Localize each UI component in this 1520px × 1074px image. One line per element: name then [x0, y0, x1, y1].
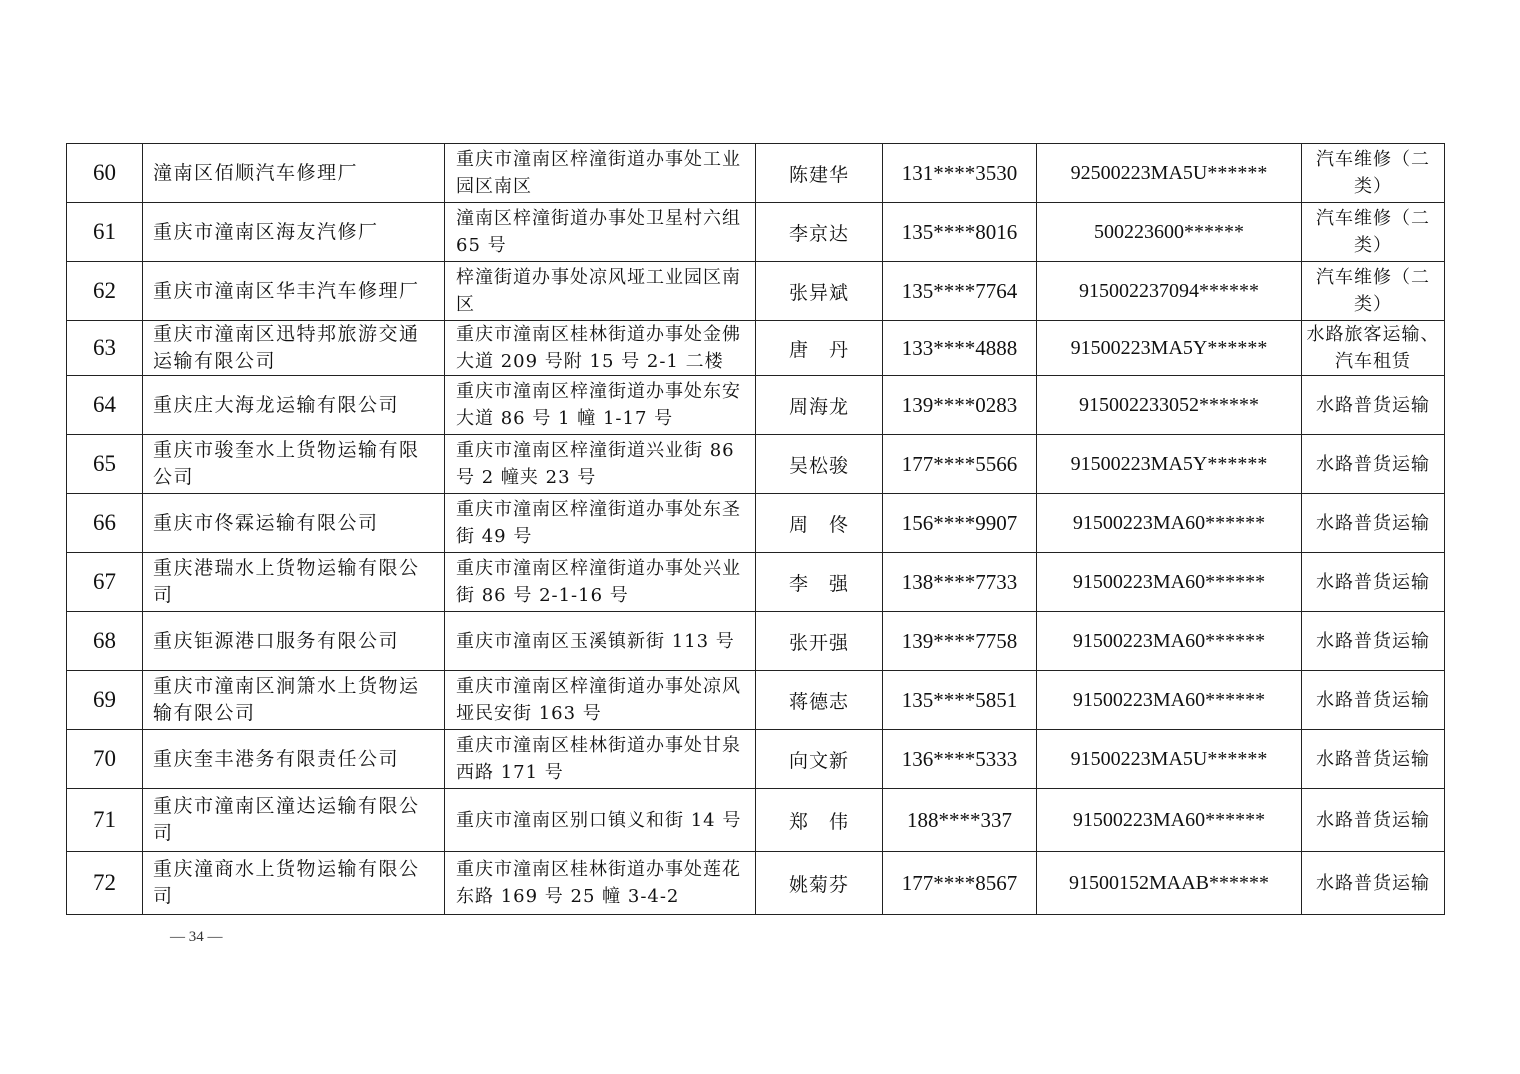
company-name: 重庆市骏奎水上货物运输有限公司 [143, 435, 445, 494]
company-name: 重庆潼商水上货物运输有限公司 [143, 852, 445, 915]
contact-person: 向文新 [756, 730, 883, 789]
company-address: 重庆市潼南区桂林街道办事处莲花东路 169 号 25 幢 3-4-2 [445, 852, 756, 915]
table-row [67, 144, 1445, 203]
company-address: 重庆市潼南区别口镇义和街 14 号 [445, 789, 756, 852]
contact-person: 吴松骏 [756, 435, 883, 494]
company-name: 重庆市潼南区华丰汽车修理厂 [143, 262, 445, 321]
credit-code: 91500223MA5Y****** [1037, 321, 1302, 376]
company-name: 重庆市潼南区潼达运输有限公司 [143, 789, 445, 852]
company-address: 重庆市潼南区玉溪镇新街 113 号 [445, 612, 756, 671]
row-number: 66 [67, 494, 143, 553]
business-type: 汽车维修（二类） [1302, 144, 1445, 203]
credit-code: 91500223MA60****** [1037, 553, 1302, 612]
credit-code: 91500223MA60****** [1037, 789, 1302, 852]
row-number: 60 [67, 144, 143, 203]
company-address: 梓潼街道办事处凉风垭工业园区南区 [445, 262, 756, 321]
company-name: 重庆市潼南区迅特邦旅游交通运输有限公司 [143, 321, 445, 376]
contact-person: 张异斌 [756, 262, 883, 321]
credit-code: 915002237094****** [1037, 262, 1302, 321]
business-type: 水路普货运输 [1302, 494, 1445, 553]
company-name: 重庆港瑞水上货物运输有限公司 [143, 553, 445, 612]
table-row [67, 376, 1445, 435]
row-number: 65 [67, 435, 143, 494]
business-type: 水路普货运输 [1302, 376, 1445, 435]
company-name: 重庆钜源港口服务有限公司 [143, 612, 445, 671]
table-row [67, 789, 1445, 852]
page-number: — 34 — [170, 929, 223, 945]
contact-phone: 131****3530 [883, 144, 1037, 203]
business-type: 水路普货运输 [1302, 612, 1445, 671]
contact-phone: 139****0283 [883, 376, 1037, 435]
business-type: 水路普货运输 [1302, 671, 1445, 730]
contact-person: 李京达 [756, 203, 883, 262]
contact-person: 周海龙 [756, 376, 883, 435]
contact-phone: 135****8016 [883, 203, 1037, 262]
contact-phone: 177****5566 [883, 435, 1037, 494]
table-row [67, 730, 1445, 789]
business-type: 水路普货运输 [1302, 789, 1445, 852]
row-number: 64 [67, 376, 143, 435]
table-row [67, 321, 1445, 376]
row-number: 61 [67, 203, 143, 262]
business-type: 汽车维修（二类） [1302, 203, 1445, 262]
contact-person: 陈建华 [756, 144, 883, 203]
registry-table-body [67, 144, 1445, 915]
contact-phone: 188****337 [883, 789, 1037, 852]
row-number: 67 [67, 553, 143, 612]
credit-code: 92500223MA5U****** [1037, 144, 1302, 203]
company-address: 重庆市潼南区梓潼街道兴业街 86 号 2 幢夹 23 号 [445, 435, 756, 494]
contact-phone: 133****4888 [883, 321, 1037, 376]
contact-person: 蒋德志 [756, 671, 883, 730]
table-row [67, 203, 1445, 262]
credit-code: 91500223MA60****** [1037, 671, 1302, 730]
row-number: 68 [67, 612, 143, 671]
contact-person: 唐 丹 [756, 321, 883, 376]
contact-person: 李 强 [756, 553, 883, 612]
business-type: 水路普货运输 [1302, 553, 1445, 612]
contact-phone: 135****5851 [883, 671, 1037, 730]
credit-code: 500223600****** [1037, 203, 1302, 262]
contact-person: 郑 伟 [756, 789, 883, 852]
business-type: 水路普货运输 [1302, 852, 1445, 915]
business-type: 水路普货运输 [1302, 435, 1445, 494]
company-name: 重庆市潼南区涧箫水上货物运输有限公司 [143, 671, 445, 730]
company-name: 重庆奎丰港务有限责任公司 [143, 730, 445, 789]
contact-person: 姚菊芬 [756, 852, 883, 915]
contact-phone: 138****7733 [883, 553, 1037, 612]
table-row [67, 262, 1445, 321]
contact-phone: 135****7764 [883, 262, 1037, 321]
contact-phone: 177****8567 [883, 852, 1037, 915]
table-row [67, 494, 1445, 553]
company-name: 重庆市佟霖运输有限公司 [143, 494, 445, 553]
row-number: 62 [67, 262, 143, 321]
credit-code: 91500223MA5U****** [1037, 730, 1302, 789]
company-address: 重庆市潼南区梓潼街道办事处凉风垭民安街 163 号 [445, 671, 756, 730]
row-number: 70 [67, 730, 143, 789]
table-row [67, 852, 1445, 915]
table-row [67, 435, 1445, 494]
company-address: 重庆市潼南区桂林街道办事处金佛大道 209 号附 15 号 2-1 二楼 [445, 321, 756, 376]
row-number: 63 [67, 321, 143, 376]
company-name: 重庆市潼南区海友汽修厂 [143, 203, 445, 262]
company-address: 重庆市潼南区梓潼街道办事处东安大道 86 号 1 幢 1-17 号 [445, 376, 756, 435]
row-number: 71 [67, 789, 143, 852]
table-row [67, 671, 1445, 730]
table-row [67, 553, 1445, 612]
contact-phone: 139****7758 [883, 612, 1037, 671]
credit-code: 915002233052****** [1037, 376, 1302, 435]
credit-code: 91500152MAAB****** [1037, 852, 1302, 915]
table-row [67, 612, 1445, 671]
company-address: 重庆市潼南区梓潼街道办事处兴业街 86 号 2-1-16 号 [445, 553, 756, 612]
company-name: 重庆庄大海龙运输有限公司 [143, 376, 445, 435]
row-number: 72 [67, 852, 143, 915]
contact-phone: 136****5333 [883, 730, 1037, 789]
company-address: 潼南区梓潼街道办事处卫星村六组 65 号 [445, 203, 756, 262]
company-address: 重庆市潼南区梓潼街道办事处工业园区南区 [445, 144, 756, 203]
credit-code: 91500223MA60****** [1037, 494, 1302, 553]
business-type: 汽车维修（二类） [1302, 262, 1445, 321]
contact-person: 张开强 [756, 612, 883, 671]
contact-phone: 156****9907 [883, 494, 1037, 553]
row-number: 69 [67, 671, 143, 730]
company-address: 重庆市潼南区梓潼街道办事处东圣街 49 号 [445, 494, 756, 553]
business-type: 水路旅客运输、汽车租赁 [1302, 321, 1445, 376]
credit-code: 91500223MA60****** [1037, 612, 1302, 671]
credit-code: 91500223MA5Y****** [1037, 435, 1302, 494]
business-type: 水路普货运输 [1302, 730, 1445, 789]
contact-person: 周 佟 [756, 494, 883, 553]
business-registry-table [66, 143, 1445, 915]
company-name: 潼南区佰顺汽车修理厂 [143, 144, 445, 203]
company-address: 重庆市潼南区桂林街道办事处甘泉西路 171 号 [445, 730, 756, 789]
